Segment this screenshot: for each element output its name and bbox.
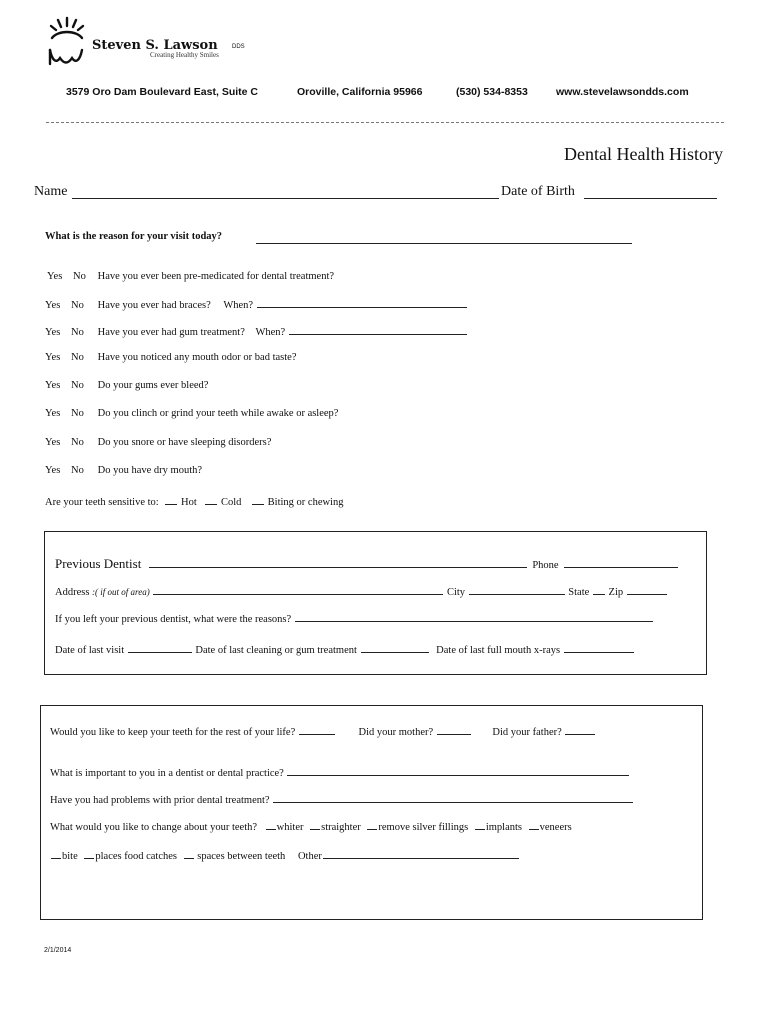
last-visit-label: Date of last visit <box>55 645 125 656</box>
mother-label: Did your mother? <box>358 727 434 738</box>
question-row <box>45 298 468 311</box>
question-text: Do you have dry mouth? <box>97 465 203 476</box>
last-xrays-label: Date of last full mouth x-rays <box>436 645 561 656</box>
contact-city: Oroville, California 95966 <box>297 86 423 98</box>
left-reasons-row <box>55 612 654 625</box>
other-label: Other <box>297 851 322 862</box>
page-title: Dental Health History <box>564 144 723 164</box>
footer-date: 2/1/2014 <box>44 947 72 954</box>
no-option[interactable]: No <box>71 408 84 419</box>
question-text: Have you ever had braces? <box>97 300 211 311</box>
gum-when-field[interactable] <box>289 325 467 335</box>
important-label: What is important to you in a dentist or dental practice? <box>50 768 284 779</box>
biting-check[interactable] <box>252 495 264 505</box>
question-text: Have you ever been pre-medicated for dental treatment? <box>97 271 335 282</box>
phone-field[interactable] <box>564 558 678 568</box>
question-row <box>45 380 208 391</box>
yes-option[interactable]: Yes <box>45 352 61 363</box>
logo-name: Steven S. Lawson <box>92 38 218 53</box>
state-label: State <box>568 587 590 598</box>
yes-option[interactable]: Yes <box>45 408 61 419</box>
keep-teeth-label: Would you like to keep your teeth for the rest of your life? <box>50 727 296 738</box>
keep-teeth-row <box>50 725 596 738</box>
mother-field[interactable] <box>437 725 471 735</box>
yes-option[interactable]: Yes <box>45 380 61 391</box>
change-row-2 <box>50 849 520 862</box>
change-label: What would you like to change about your teeth? <box>50 822 258 833</box>
other-field[interactable] <box>323 849 519 859</box>
spaces-check[interactable] <box>184 849 194 859</box>
address-row <box>55 585 668 598</box>
last-cleaning-label: Date of last cleaning or gum treatment <box>195 645 357 656</box>
contact-website[interactable]: www.stevelawsondds.com <box>556 86 689 98</box>
when-label: When? <box>255 327 286 338</box>
problems-label: Have you had problems with prior dental treatment? <box>50 795 270 806</box>
spaces-label: spaces between teeth <box>197 851 286 862</box>
question-text: Have you noticed any mouth odor or bad taste? <box>97 352 297 363</box>
hot-check[interactable] <box>165 495 177 505</box>
previous-dentist-field[interactable] <box>149 558 527 568</box>
zip-field[interactable] <box>627 585 667 595</box>
previous-dentist-label: Previous Dentist <box>55 556 142 571</box>
implants-label: implants <box>485 822 523 833</box>
no-option[interactable]: No <box>71 352 84 363</box>
previous-dentist-row <box>55 555 679 573</box>
address-label: Address <box>55 587 90 598</box>
question-text: Do you clinch or grind your teeth while awake or asleep? <box>97 408 339 419</box>
food-catches-label: places food catches <box>95 851 178 862</box>
name-label: Name <box>34 184 68 199</box>
address-note: :( if out of area) <box>92 587 150 597</box>
question-text: Have you ever had gum treatment? <box>97 327 245 338</box>
question-text: Do your gums ever bleed? <box>97 380 209 391</box>
left-reasons-label: If you left your previous dentist, what were the reasons? <box>55 614 292 625</box>
state-field[interactable] <box>593 585 605 595</box>
name-field[interactable] <box>72 198 499 199</box>
yes-option[interactable]: Yes <box>45 327 61 338</box>
city-label: City <box>446 587 466 598</box>
question-row <box>45 325 468 338</box>
cold-label: Cold <box>220 497 242 508</box>
question-row <box>45 437 271 448</box>
city-field[interactable] <box>469 585 565 595</box>
when-label: When? <box>223 300 254 311</box>
address-field[interactable] <box>153 585 443 595</box>
question-row <box>47 271 334 282</box>
important-field[interactable] <box>287 766 629 776</box>
contact-phone: (530) 534-8353 <box>456 86 528 98</box>
phone-label: Phone <box>532 560 559 571</box>
logo-suffix: DDS <box>232 44 245 50</box>
no-option[interactable]: No <box>71 437 84 448</box>
hot-label: Hot <box>180 497 197 508</box>
contact-address: 3579 Oro Dam Boulevard East, Suite C <box>66 86 258 98</box>
yes-option[interactable]: Yes <box>45 300 61 311</box>
remove-fillings-label: remove silver fillings <box>378 822 469 833</box>
braces-when-field[interactable] <box>257 298 467 308</box>
zip-label: Zip <box>608 587 624 598</box>
implants-check[interactable] <box>475 820 485 830</box>
no-option[interactable]: No <box>73 271 86 282</box>
father-label: Did your father? <box>492 727 562 738</box>
no-option[interactable]: No <box>71 380 84 391</box>
question-row <box>45 352 296 363</box>
question-text: Do you snore or have sleeping disorders? <box>97 437 272 448</box>
yes-option[interactable]: Yes <box>45 437 61 448</box>
problems-field[interactable] <box>273 793 633 803</box>
cold-check[interactable] <box>205 495 217 505</box>
change-row <box>50 820 572 833</box>
keep-teeth-field[interactable] <box>299 725 335 735</box>
last-cleaning-field[interactable] <box>361 643 429 653</box>
smile-logo-icon <box>44 14 90 68</box>
straighter-label: straighter <box>321 822 361 833</box>
last-xrays-field[interactable] <box>564 643 634 653</box>
no-option[interactable]: No <box>71 465 84 476</box>
veneers-check[interactable] <box>529 820 539 830</box>
no-option[interactable]: No <box>71 327 84 338</box>
important-row <box>50 766 630 779</box>
reason-field[interactable] <box>256 243 632 244</box>
bite-check[interactable] <box>51 849 61 859</box>
veneers-label: veneers <box>539 822 572 833</box>
question-row <box>45 408 338 419</box>
straighter-check[interactable] <box>310 820 320 830</box>
whiter-check[interactable] <box>266 820 276 830</box>
left-reasons-field[interactable] <box>295 612 653 622</box>
last-dates-row <box>55 643 635 656</box>
biting-label: Biting or chewing <box>267 497 344 508</box>
sensitive-label: Are your teeth sensitive to: <box>45 497 159 508</box>
food-catches-check[interactable] <box>84 849 94 859</box>
logo-tagline: Creating Healthy Smiles <box>150 51 219 59</box>
whiter-label: whiter <box>276 822 304 833</box>
bite-label: bite <box>62 851 78 862</box>
problems-row <box>50 793 634 806</box>
header-divider <box>46 122 724 123</box>
father-field[interactable] <box>565 725 595 735</box>
yes-option[interactable]: Yes <box>47 271 63 282</box>
yes-option[interactable]: Yes <box>45 465 61 476</box>
reason-question: What is the reason for your visit today? <box>45 231 223 242</box>
question-row <box>45 465 202 476</box>
no-option[interactable]: No <box>71 300 84 311</box>
logo <box>44 14 254 70</box>
remove-fillings-check[interactable] <box>367 820 377 830</box>
dob-field[interactable] <box>584 198 717 199</box>
last-visit-field[interactable] <box>128 643 192 653</box>
sensitivity-row <box>45 495 343 508</box>
dob-label: Date of Birth <box>501 184 575 199</box>
